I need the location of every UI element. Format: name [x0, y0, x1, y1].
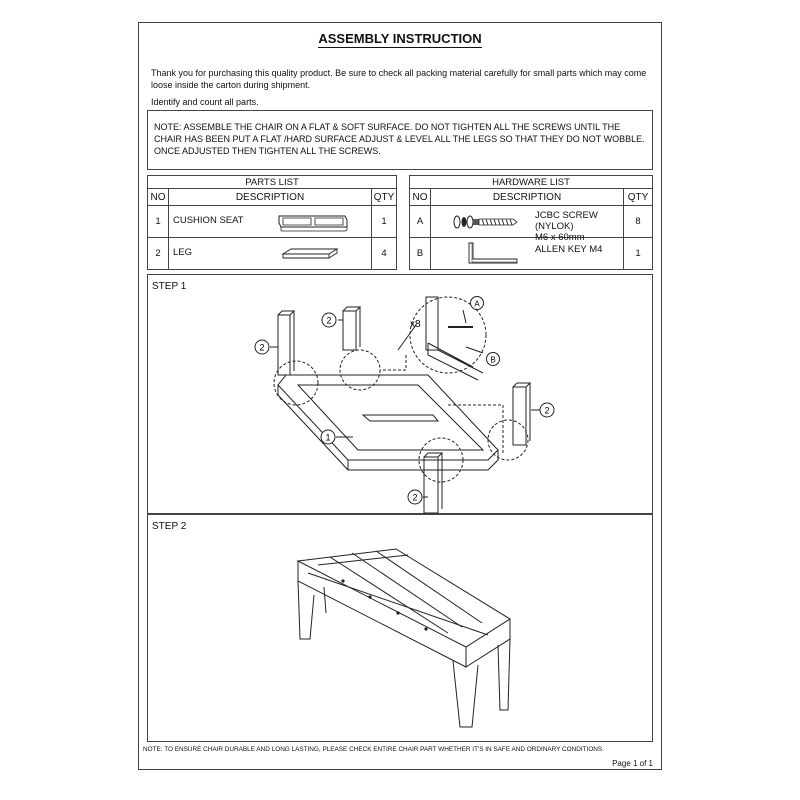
callout-part2-top [322, 313, 336, 327]
callout-part2-bottom [408, 490, 422, 504]
hardware-no: B [410, 238, 431, 270]
screw-count-label: x8 [410, 319, 421, 330]
part-qty: 1 [372, 206, 397, 238]
callout-part1 [321, 430, 335, 444]
screw-icon [451, 212, 521, 232]
callout-part2-left [255, 340, 269, 354]
hardware-col-description: DESCRIPTION [431, 189, 624, 206]
assembly-note-text: NOTE: ASSEMBLE THE CHAIR ON A FLAT & SOFT SURFACE. DO NOT TIGHTEN ALL THE SCREWS UNTIL THE CHAIR HAS BEEN PUT A FLAT /HARD SURFACE ADJUST & LEVEL ALL THE LEGS SO THAT THEY DO NOT WOBBLE. ONCE ADJUSTED THEN TIGHTEN ALL THE SCREWS. [154, 122, 645, 156]
table-row [410, 206, 653, 238]
step1-panel [147, 274, 653, 514]
hardware-no: A [410, 206, 431, 238]
parts-list-title: PARTS LIST [148, 176, 397, 189]
svg-text:2: 2 [259, 342, 265, 353]
table-row [148, 238, 397, 270]
svg-text:B: B [490, 355, 496, 365]
hardware-list-title: HARDWARE LIST [410, 176, 653, 189]
hardware-list-table [409, 175, 653, 270]
hardware-qty: 8 [624, 206, 653, 238]
svg-text:2: 2 [412, 492, 418, 503]
part-no: 2 [148, 238, 169, 270]
parts-col-description: DESCRIPTION [169, 189, 372, 206]
svg-text:2: 2 [544, 405, 550, 416]
parts-col-qty: QTY [372, 189, 397, 206]
allen-key-icon [451, 241, 521, 267]
svg-text:A: A [474, 299, 480, 309]
step2-bench-diagram [148, 515, 654, 743]
step1-label: STEP 1 [152, 281, 187, 292]
step1-exploded-diagram [148, 275, 654, 515]
svg-text:1: 1 [325, 432, 331, 443]
part-description: CUSHION SEAT [173, 215, 244, 226]
part-no: 1 [148, 206, 169, 238]
hardware-col-qty: QTY [624, 189, 653, 206]
footer-note: NOTE: TO ENSURE CHAIR DURABLE AND LONG LASTING, PLEASE CHECK ENTIRE CHAIR PART WHETHER IT'S IN SAFE AND ORDINARY CONDITIONS. [143, 746, 604, 753]
hardware-description-line1: JCBC SCREW (NYLOK) [535, 210, 598, 232]
assembly-note [147, 110, 653, 170]
hardware-description-line1: ALLEN KEY M4 [535, 244, 603, 255]
identify-text: Identify and count all parts. [151, 97, 259, 107]
callout-part2-right [540, 403, 554, 417]
part-qty: 4 [372, 238, 397, 270]
parts-list-table [147, 175, 397, 270]
step2-panel [147, 514, 653, 742]
step2-label: STEP 2 [152, 521, 187, 532]
svg-text:2: 2 [326, 315, 332, 326]
cushion-seat-icon [275, 210, 351, 234]
hardware-qty: 1 [624, 238, 653, 270]
leg-icon [281, 246, 341, 262]
document-title: ASSEMBLY INSTRUCTION [318, 31, 482, 46]
table-row [148, 206, 397, 238]
parts-col-no: NO [148, 189, 169, 206]
hardware-col-no: NO [410, 189, 431, 206]
callout-hardware-b [487, 353, 500, 366]
callout-hardware-a [471, 297, 484, 310]
table-row [410, 238, 653, 270]
page-number: Page 1 of 1 [612, 759, 653, 768]
hardware-description-line2: M6 x 60mm [535, 232, 585, 243]
intro-text: Thank you for purchasing this quality product. Be sure to check all packing material carefully for small parts which may come loose inside the carton during shipment. [151, 68, 647, 90]
instruction-sheet [138, 22, 662, 770]
part-description: LEG [173, 247, 193, 258]
